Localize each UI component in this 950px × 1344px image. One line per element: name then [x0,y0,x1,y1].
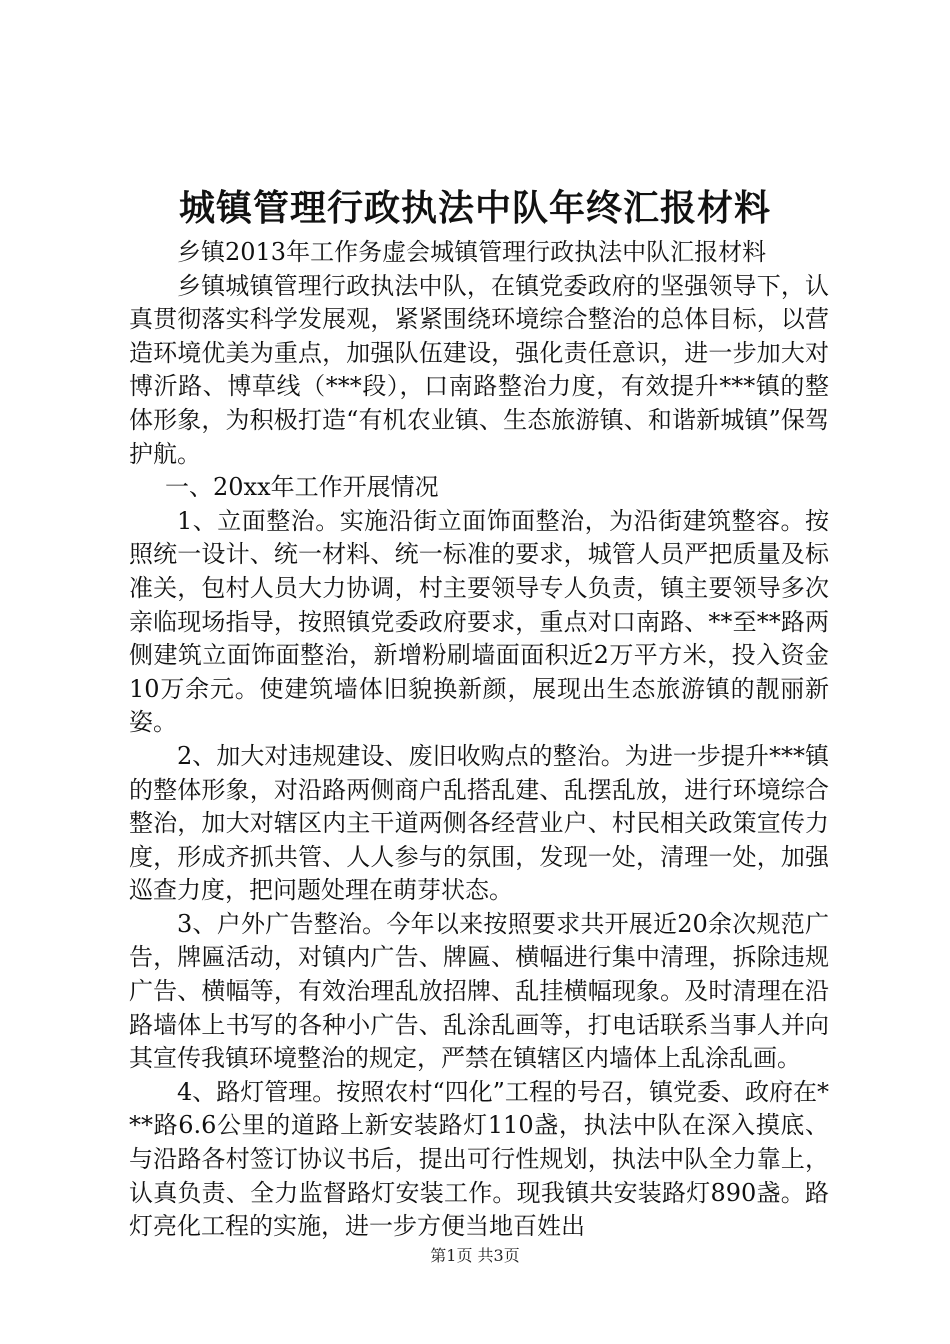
item-paragraph-3: 3、户外广告整治。今年以来按照要求共开展近20余次规范广告，牌匾活动，对镇内广告、牌匾、横幅进行集中清理，拆除违规广告、横幅等，有效治理乱放招牌、乱挂横幅现象。及时清理在沿路墙体上书写的各种小广告、乱涂乱画等，打电话联系当事人并向其宣传我镇环境整治的规定，严禁在镇辖区内墙体上乱涂乱画。 [129,909,829,1073]
item-paragraph-1: 1、立面整治。实施沿街立面饰面整治，为沿街建筑整容。按照统一设计、统一材料、统一标准的要求，城管人员严把质量及标准关，包村人员大力协调，村主要领导专人负责，镇主要领导多次亲临现场指导，按照镇党委政府要求，重点对口南路、**至**路两侧建筑立面饰面整治，新增粉刷墙面面积近2万平方米，投入资金10万余元。使建筑墙体旧貌换新颜，展现出生态旅游镇的靓丽新姿。 [129,506,829,737]
item-paragraph-4: 4、路灯管理。按照农村“四化”工程的号召，镇党委、政府在***路6.6公里的道路上新安装路灯110盏，执法中队在深入摸底、与沿路各村签订协议书后，提出可行性规划，执法中队全力靠上，认真负责、全力监督路灯安装工作。现我镇共安装路灯890盏。路灯亮化工程的实施，进一步方便当地百姓出 [129,1077,829,1241]
intro-paragraph: 乡镇城镇管理行政执法中队，在镇党委政府的坚强领导下，认真贯彻落实科学发展观，紧紧围绕环境综合整治的总体目标，以营造环境优美为重点，加强队伍建设，强化责任意识，进一步加大对博沂路、博草线（***段），口南路整治力度，有效提升***镇的整体形象，为积极打造“有机农业镇、生态旅游镇、和谐新城镇”保驾护航。 [129,271,829,468]
page-footer: 第1页 共3页 [430,1246,520,1265]
subtitle-paragraph: 乡镇2013年工作务虚会城镇管理行政执法中队汇报材料 [177,238,767,266]
document-title: 城镇管理行政执法中队年终汇报材料 [178,187,771,229]
document-body [129,236,829,1244]
item-paragraph-2: 2、加大对违规建设、废旧收购点的整治。为进一步提升***镇的整体形象，对沿路两侧商户乱搭乱建、乱摆乱放，进行环境综合整治，加大对辖区内主干道两侧各经营业户、村民相关政策宣传力度，形成齐抓共管、人人参与的氛围，发现一处，清理一处，加强巡查力度，把问题处理在萌芽状态。 [129,741,829,905]
section-heading: 一、20xx年工作开展情况 [165,473,439,502]
